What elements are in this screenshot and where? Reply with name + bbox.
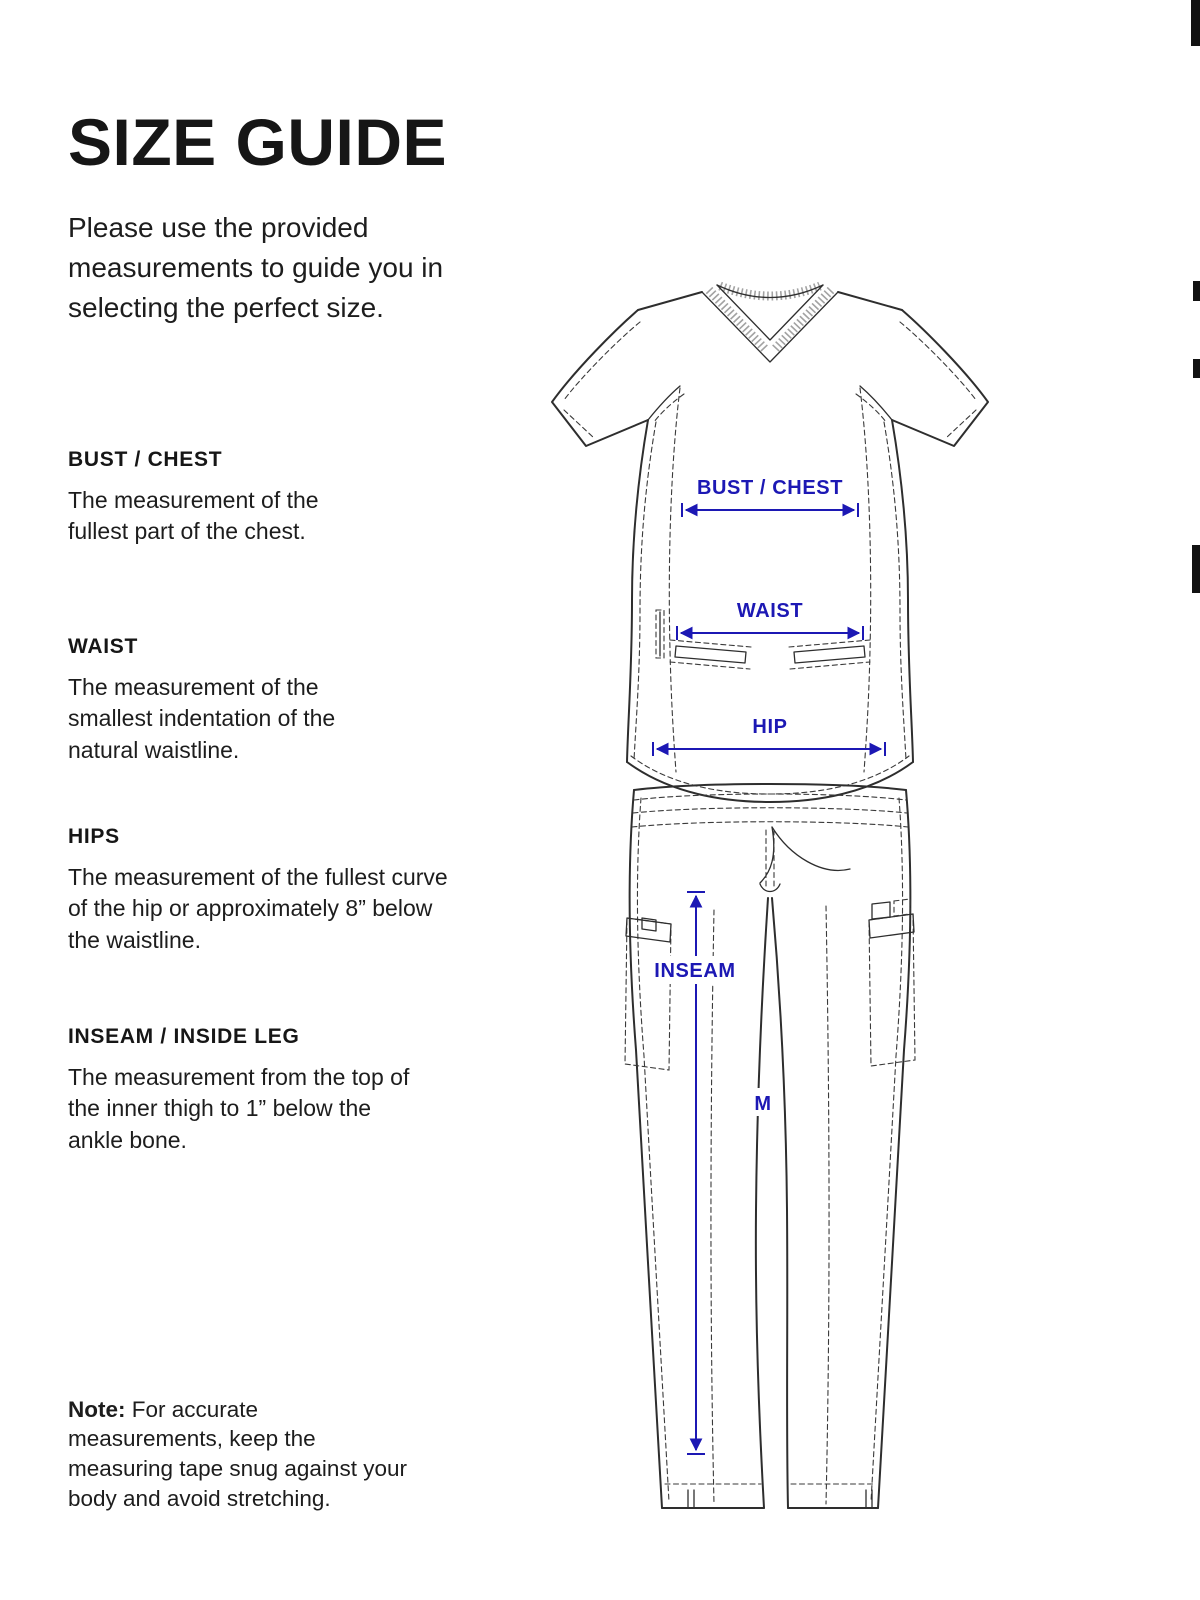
edge-artifact (1193, 281, 1200, 301)
collar-rib-left (709, 290, 766, 350)
note-label: Note: (68, 1396, 126, 1422)
sleeve-right-stitch (900, 322, 976, 400)
crease-left (711, 910, 714, 1504)
shoulder-right (838, 292, 902, 310)
princess-seam-left (669, 388, 680, 772)
size-guide-diagram (530, 270, 1010, 1540)
outseam-right (878, 790, 910, 1508)
crotch-curve (760, 884, 780, 892)
size-label: M (754, 1093, 772, 1115)
section-hips-body: The measurement of the fullest curve of the hip or approximately 8” below the waistline. (68, 864, 448, 953)
inseam-right (772, 898, 788, 1508)
section-inseam-heading: INSEAM / INSIDE LEG (68, 1025, 300, 1048)
bust-label: BUST / CHEST (696, 477, 844, 499)
section-inseam-body: The measurement from the top of the inner thigh to 1” below the ankle bone. (68, 1064, 410, 1153)
crease-right (826, 906, 829, 1504)
armhole-left (648, 386, 680, 420)
section-hips (68, 825, 456, 956)
side-seam-left (627, 420, 648, 762)
welt-pocket-right-stitch (789, 640, 870, 669)
section-bust-heading: BUST / CHEST (68, 448, 223, 471)
armhole-right (860, 386, 892, 420)
edge-artifact (1192, 545, 1200, 593)
back-neckline (717, 285, 823, 298)
pen-slot-right (872, 902, 890, 919)
section-waist (68, 635, 380, 766)
section-waist-heading: WAIST (68, 635, 138, 658)
section-hips-heading: HIPS (68, 825, 120, 848)
section-waist-body: The measurement of the smallest indentation of the natural waistline. (68, 674, 336, 763)
scrub-pants-drawing (625, 784, 915, 1508)
inseam-left (756, 898, 768, 1508)
page-title: SIZE GUIDE (68, 105, 448, 180)
section-bust-body: The measurement of the fullest part of the chest. (68, 487, 319, 545)
cargo-flap-right (869, 914, 914, 938)
side-seam-right (892, 420, 913, 762)
side-panel-left (634, 422, 656, 760)
waist-label: WAIST (736, 600, 804, 622)
section-inseam (68, 1025, 430, 1156)
welt-pocket-right (794, 646, 865, 663)
waistband-stitch-3 (632, 822, 908, 827)
welt-pocket-left-stitch (670, 640, 751, 669)
waistband-top (634, 784, 906, 790)
princess-seam-right (860, 388, 871, 772)
welt-pocket-left (675, 646, 746, 663)
outseam-left (630, 790, 662, 1508)
waistband-stitch-2 (633, 808, 907, 813)
edge-artifact (1191, 0, 1200, 46)
waistband-stitch-1 (634, 794, 906, 800)
collar-rib-right (774, 290, 831, 350)
edge-artifact (1193, 359, 1200, 378)
sleeve-left (552, 310, 648, 446)
collar-rib-back (720, 286, 820, 296)
shoulder-left (638, 292, 702, 310)
hip-label: HIP (752, 716, 788, 738)
note-text: Note: For accurate measurements, keep the measuring tape snug against your body and avoid stretching. (68, 1396, 407, 1512)
sleeve-right (892, 310, 988, 446)
drawstring-short (760, 827, 774, 883)
hem-stitch (631, 756, 909, 794)
side-panel-right (884, 422, 906, 760)
hem-vents (688, 1490, 872, 1508)
section-bust (68, 448, 368, 548)
inseam-label: INSEAM (654, 960, 736, 982)
drawstring-long (772, 827, 850, 870)
hem-curve (627, 762, 913, 802)
sleeve-left-stitch (564, 322, 640, 400)
intro-text: Please use the provided measurements to guide you in selecting the perfect size. (68, 212, 444, 323)
